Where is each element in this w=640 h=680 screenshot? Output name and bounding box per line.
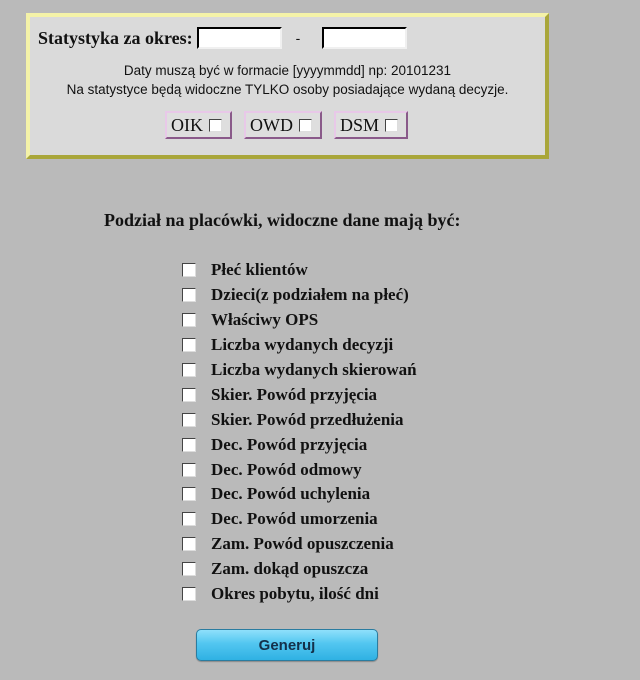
item-label: Skier. Powód przedłużenia bbox=[211, 409, 404, 429]
checkbox[interactable] bbox=[182, 313, 196, 327]
breakdown-item[interactable] bbox=[182, 532, 417, 557]
breakdown-item[interactable] bbox=[182, 283, 417, 308]
checkbox[interactable] bbox=[182, 562, 196, 576]
unit-option-dsm[interactable] bbox=[334, 111, 408, 139]
unit-label: DSM bbox=[339, 114, 379, 135]
checkbox[interactable] bbox=[182, 512, 196, 526]
period-row bbox=[38, 27, 407, 49]
date-from-input[interactable] bbox=[197, 27, 282, 49]
checkbox[interactable] bbox=[182, 487, 196, 501]
item-label: Dzieci(z podziałem na płeć) bbox=[211, 285, 409, 305]
period-panel bbox=[26, 13, 549, 159]
checkbox[interactable] bbox=[182, 463, 196, 477]
item-label: Liczba wydanych skierowań bbox=[211, 360, 417, 379]
breakdown-item[interactable] bbox=[182, 482, 417, 507]
date-format-hint: Daty muszą być w formacie [yyyymmdd] np: 20101231 bbox=[123, 63, 452, 78]
breakdown-title: Podział na placówki, widoczne dane mają być: bbox=[104, 210, 461, 230]
item-label: Dec. Powód uchylenia bbox=[211, 484, 371, 504]
unit-label: OIK bbox=[170, 114, 203, 135]
item-label: Dec. Powód przyjęcia bbox=[211, 434, 368, 454]
checkbox[interactable] bbox=[182, 388, 196, 402]
breakdown-item[interactable] bbox=[182, 333, 417, 358]
date-to-input[interactable] bbox=[322, 27, 407, 49]
item-label: Okres pobytu, ilość dni bbox=[211, 584, 379, 604]
item-label: Zam. Powód opuszczenia bbox=[211, 534, 394, 554]
item-label: Liczba wydanych decyzji bbox=[211, 335, 394, 355]
unit-label: OWD bbox=[249, 114, 293, 135]
unit-options bbox=[30, 111, 545, 139]
checkbox[interactable] bbox=[182, 438, 196, 452]
item-label: Właściwy OPS bbox=[211, 310, 319, 330]
date-info bbox=[30, 61, 545, 99]
breakdown-list bbox=[182, 258, 417, 606]
breakdown-item[interactable] bbox=[182, 582, 417, 607]
item-label: Skier. Powód przyjęcia bbox=[211, 384, 378, 404]
decision-hint: Na statystyce będą widoczne TYLKO osoby posiadające wydaną decyzje. bbox=[66, 82, 509, 97]
breakdown-item[interactable] bbox=[182, 432, 417, 457]
breakdown-item[interactable] bbox=[182, 358, 417, 383]
checkbox[interactable] bbox=[182, 288, 196, 302]
item-label: Płeć klientów bbox=[211, 260, 308, 280]
breakdown-item[interactable] bbox=[182, 382, 417, 407]
oik-checkbox[interactable] bbox=[209, 119, 222, 132]
item-label: Zam. dokąd opuszcza bbox=[211, 559, 369, 579]
period-label: Statystyka za okres: bbox=[38, 27, 193, 48]
item-label: Dec. Powód umorzenia bbox=[211, 509, 378, 529]
breakdown-item[interactable] bbox=[182, 308, 417, 333]
unit-option-oik[interactable] bbox=[165, 111, 232, 139]
breakdown-item[interactable] bbox=[182, 507, 417, 532]
date-separator: - bbox=[295, 30, 301, 46]
checkbox[interactable] bbox=[182, 363, 196, 377]
checkbox[interactable] bbox=[182, 413, 196, 427]
checkbox[interactable] bbox=[182, 338, 196, 352]
breakdown-item[interactable] bbox=[182, 407, 417, 432]
breakdown-item[interactable] bbox=[182, 258, 417, 283]
checkbox[interactable] bbox=[182, 537, 196, 551]
owd-checkbox[interactable] bbox=[299, 119, 312, 132]
breakdown-item[interactable] bbox=[182, 457, 417, 482]
breakdown-item[interactable] bbox=[182, 557, 417, 582]
dsm-checkbox[interactable] bbox=[385, 119, 398, 132]
checkbox[interactable] bbox=[182, 587, 196, 601]
item-label: Dec. Powód odmowy bbox=[211, 459, 362, 479]
checkbox[interactable] bbox=[182, 263, 196, 277]
generate-button[interactable]: Generuj bbox=[196, 629, 378, 661]
unit-option-owd[interactable] bbox=[244, 111, 322, 139]
